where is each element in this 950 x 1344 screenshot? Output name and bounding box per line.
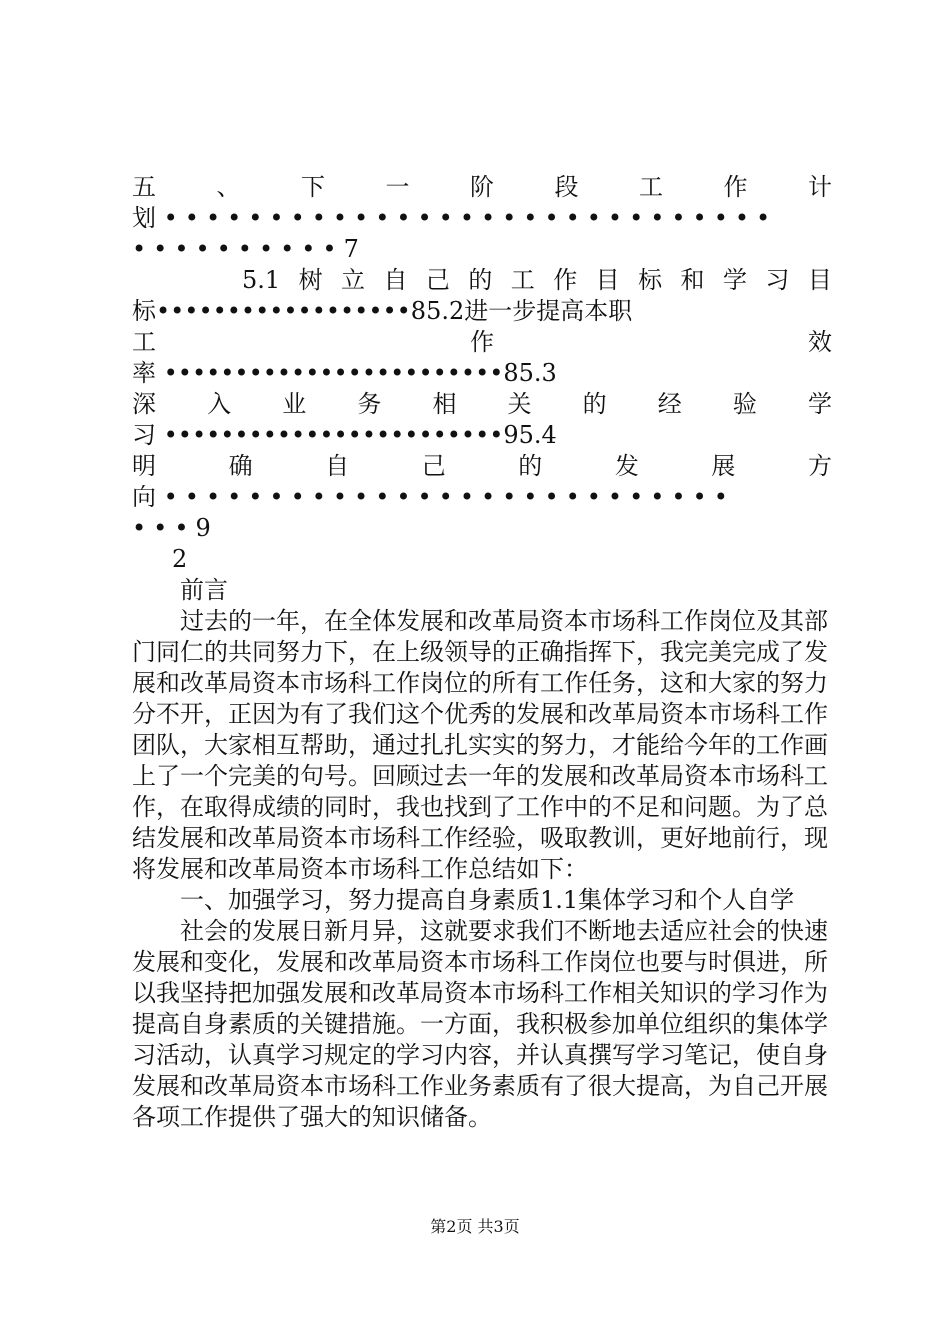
toc-line-2	[132, 203, 832, 234]
toc-char: 工	[510, 266, 535, 294]
paragraph-study: 社会的发展日新月异，这就要求我们不断地去适应社会的快速发展和变化，发展和改革局资本市场科工作岗位也要与时俱进，所以我坚持把加强发展和改革局资本市场科工作相关知识的学习作为提高自身素质的关键措施。一方面，我积极参加单位组织的集体学习活动，认真学习规定的学习内容，并认真撰写学习笔记，使自身发展和改革局资本市场科工作业务素质有了很大提高，为自己开展各项工作提供了强大的知识储备。	[132, 917, 828, 1131]
toc-char: 、	[216, 173, 241, 201]
toc-char: 深	[132, 390, 156, 418]
toc-line-2-prefix: 划	[132, 204, 156, 232]
page-content	[132, 172, 832, 1133]
toc-char: 5.1	[242, 266, 281, 294]
toc-char: 经	[657, 390, 682, 418]
toc-char: 验	[732, 390, 757, 418]
toc-line-11	[132, 482, 832, 513]
toc-char: 方	[807, 452, 832, 480]
toc-char: 计	[808, 173, 832, 201]
toc-char: 下	[301, 173, 325, 201]
toc-char: 习	[765, 266, 790, 294]
toc-char: 学	[807, 390, 832, 418]
toc-char: 树	[298, 266, 323, 294]
toc-char: 工	[639, 173, 663, 201]
toc-char: 作	[723, 173, 748, 201]
toc-line-13: 2	[172, 545, 188, 573]
toc-char: 标	[638, 266, 663, 294]
toc-char: 段	[554, 173, 579, 201]
toc-line-1	[132, 172, 832, 203]
toc-char: 的	[582, 390, 607, 418]
toc-char: 立	[341, 266, 366, 294]
toc-char: 相	[432, 390, 457, 418]
toc-leader-dots: •••••••••••••••••••••••••••••	[163, 204, 778, 232]
toc-char: 作	[470, 328, 494, 356]
toc-char: 务	[357, 390, 382, 418]
toc-char: 和	[680, 266, 705, 294]
toc-line-10	[132, 451, 832, 482]
toc-char: 己	[421, 452, 446, 480]
paragraph-intro: 过去的一年，在全体发展和改革局资本市场科工作岗位及其部门同仁的共同努力下，在上级领导的正确指挥下，我完美完成了发展和改革局资本市场科工作岗位的所有工作任务，这和大家的努力分不开，正因为有了我们这个优秀的发展和改革局资本市场科工作团队，大家相互帮助，通过扎扎实实的努力，才能给今年的工作画上了一个完美的句号。回顾过去一年的发展和改革局资本市场科工作，在取得成绩的同时，我也找到了工作中的不足和问题。为了总结发展和改革局资本市场科工作经验，吸取教训，更好地前行，现将发展和改革局资本市场科工作总结如下：	[132, 607, 828, 883]
preface-title: 前言	[180, 576, 228, 604]
toc-char: 的	[518, 452, 543, 480]
toc-char: 入	[207, 390, 232, 418]
toc-line-9: 习 ••••••••••••••••••••••••95.4	[132, 421, 557, 449]
toc-char: 效	[808, 328, 832, 356]
toc-char: 己	[425, 266, 450, 294]
toc-char: 目	[807, 266, 832, 294]
toc-line-7: 率 ••••••••••••••••••••••••85.3	[132, 359, 557, 387]
toc-char: 自	[383, 266, 408, 294]
toc-char: 关	[507, 390, 532, 418]
toc-char: 确	[228, 452, 253, 480]
toc-char: 工	[132, 328, 156, 356]
toc-line-6	[132, 327, 832, 358]
toc-char: 阶	[470, 173, 494, 201]
toc-leader-dots: •••••••••••••••••••••••••••	[163, 483, 735, 511]
section-heading: 一、加强学习，努力提高自身素质1.1集体学习和个人自学	[180, 886, 795, 914]
toc-char: 自	[325, 452, 350, 480]
toc-char: 五	[132, 173, 156, 201]
page-footer: 第2页 共3页	[430, 1217, 520, 1236]
toc-line-8	[132, 389, 832, 420]
toc-line-12: •••9	[132, 514, 218, 542]
toc-char: 发	[614, 452, 639, 480]
toc-char: 学	[722, 266, 747, 294]
toc-char: 目	[595, 266, 620, 294]
toc-line-3: ••••••••••7	[132, 235, 366, 263]
toc-char: 作	[553, 266, 578, 294]
toc-char: 展	[711, 452, 736, 480]
toc-line-11-prefix: 向	[132, 483, 156, 511]
toc-line-4	[132, 265, 832, 296]
toc-line-5: 标••••••••••••••••••85.2进一步提高本职	[132, 297, 633, 325]
toc-char: 一	[385, 173, 410, 201]
toc-char: 的	[468, 266, 493, 294]
toc-char: 明	[132, 452, 156, 480]
toc-char: 业	[282, 390, 307, 418]
